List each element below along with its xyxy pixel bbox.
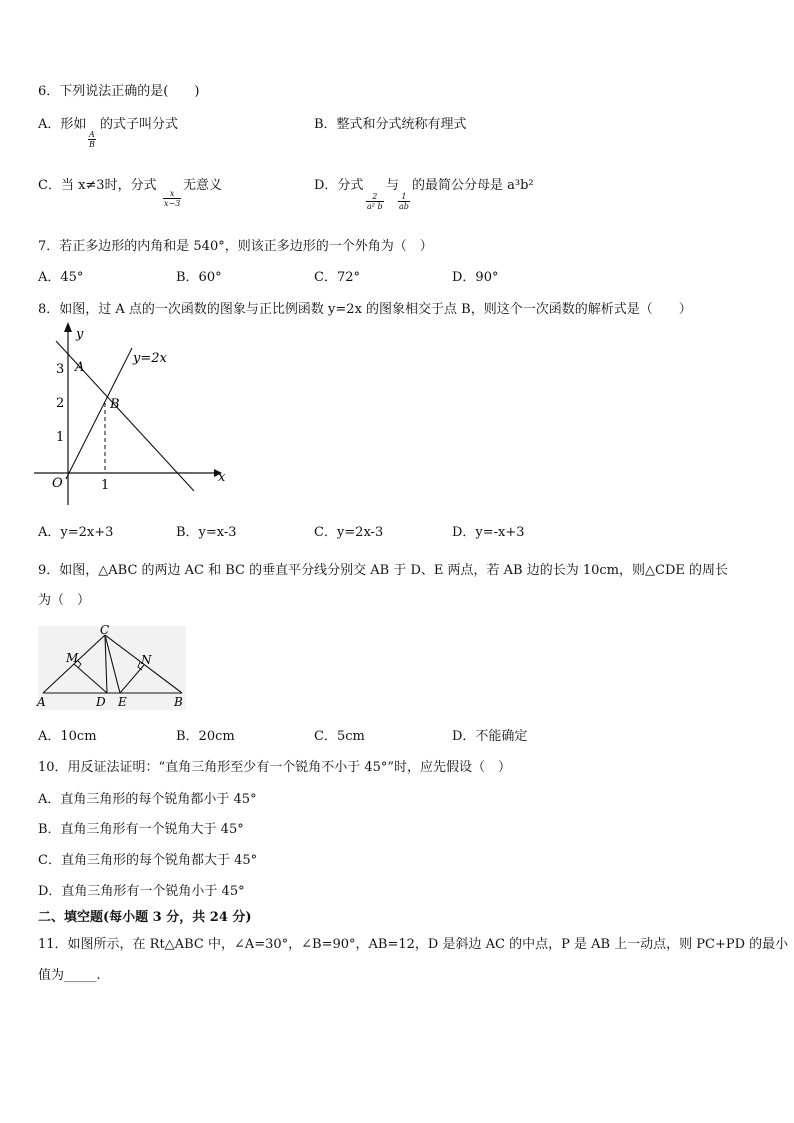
label-e: E (118, 695, 127, 709)
y-tick-1: 1 (56, 430, 65, 445)
q6-option-d-prefix: D．分式 (314, 178, 364, 193)
q10-option-a: A．直角三角形的每个锐角都小于 45° (38, 792, 257, 807)
fraction-numerator: 2 (366, 192, 384, 202)
fraction-denominator: ab (399, 202, 409, 211)
q6-option-c-prefix: C．当 x≠3时，分式 (38, 178, 157, 193)
q10-option-c: C．直角三角形的每个锐角都大于 45° (38, 853, 258, 868)
point-b-label: B (110, 397, 120, 412)
fraction-denominator: x−3 (164, 199, 181, 208)
label-d: D (96, 695, 106, 709)
q8-option-b: B．y=x-3 (176, 525, 237, 540)
figure-background (38, 626, 186, 710)
label-a: A (37, 695, 46, 709)
label-b: B (174, 695, 183, 709)
q8-option-a: A．y=2x+3 (38, 525, 114, 540)
line-label: y=2x (133, 351, 167, 366)
x-axis-label: x (218, 470, 226, 485)
q9-stem-line2: 为（ ） (38, 593, 91, 608)
q6-option-d-fraction-2 (398, 192, 410, 211)
q8-stem: 8．如图，过 A 点的一次函数的图象与正比例函数 y=2x 的图象相交于点 B，则这个一次函数的解析式是（ ） (38, 302, 692, 317)
q8-graph-figure (34, 320, 234, 520)
fraction-numerator: A (89, 130, 95, 139)
q10-option-d: D．直角三角形有一个锐角小于 45° (38, 884, 245, 899)
q6-option-c-suffix: 无意义 (183, 178, 223, 193)
origin-label: O (52, 476, 63, 491)
q6-option-d-fraction-1 (366, 192, 384, 211)
q8-option-c: C．y=2x-3 (314, 525, 384, 540)
q6-option-c-fraction (163, 189, 181, 208)
q9-option-c: C．5cm (314, 729, 365, 744)
q6-option-a-suffix: 的式子叫分式 (100, 117, 179, 132)
q7-stem: 7．若正多边形的内角和是 540°，则该正多边形的一个外角为（ ） (38, 239, 433, 254)
q11-line2: 值为_____. (38, 968, 101, 983)
fraction-numerator: 1 (398, 192, 410, 202)
q9-option-b: B．20cm (176, 729, 235, 744)
q6-option-d-mid: 与 (386, 178, 400, 193)
q9-option-d: D．不能确定 (452, 729, 528, 744)
label-c: C (100, 623, 110, 637)
q6-stem: 6．下列说法正确的是( ) (38, 84, 200, 99)
q6-option-b: B．整式和分式统称有理式 (314, 117, 467, 132)
q6-option-a-prefix: A．形如 (38, 117, 87, 132)
q9-option-a: A．10cm (38, 729, 97, 744)
label-m: M (66, 651, 79, 665)
q7-option-d: D．90° (452, 270, 499, 285)
q6-option-a-fraction (88, 130, 96, 149)
y-axis-arrow-icon (64, 322, 72, 332)
q7-option-a: A．45° (38, 270, 84, 285)
q8-option-d: D．y=-x+3 (452, 525, 525, 540)
fraction-numerator: x (163, 189, 181, 199)
q10-option-b: B．直角三角形有一个锐角大于 45° (38, 822, 244, 837)
y-tick-3: 3 (56, 362, 65, 377)
q10-stem: 10．用反证法证明：“直角三角形至少有一个锐角不小于 45°”时，应先假设（ ） (38, 760, 512, 775)
fraction-denominator: B (89, 140, 95, 149)
x-tick-1: 1 (101, 478, 110, 493)
point-a-label: A (75, 360, 85, 375)
q9-triangle-figure (34, 622, 194, 712)
label-n: N (141, 653, 152, 667)
q7-option-c: C．72° (314, 270, 360, 285)
section-heading: 二、填空题(每小题 3 分，共 24 分) (38, 910, 252, 925)
y-axis-label: y (76, 327, 84, 342)
q6-option-d-suffix: 的最简公分母是 a³b² (412, 178, 534, 193)
fraction-denominator: a² b (367, 202, 383, 211)
q9-stem-line1: 9．如图，△ABC 的两边 AC 和 BC 的垂直平分线分别交 AB 于 D、E 两点，若 AB 边的长为 10cm，则△CDE 的周长 (38, 563, 728, 578)
y-tick-2: 2 (56, 396, 65, 411)
q11-line1: 11．如图所示，在 Rt△ABC 中，∠A=30°，∠B=90°，AB=12，D 是斜边 AC 的中点，P 是 AB 上一动点，则 PC+PD 的最小 (38, 937, 789, 952)
q7-option-b: B．60° (176, 270, 222, 285)
